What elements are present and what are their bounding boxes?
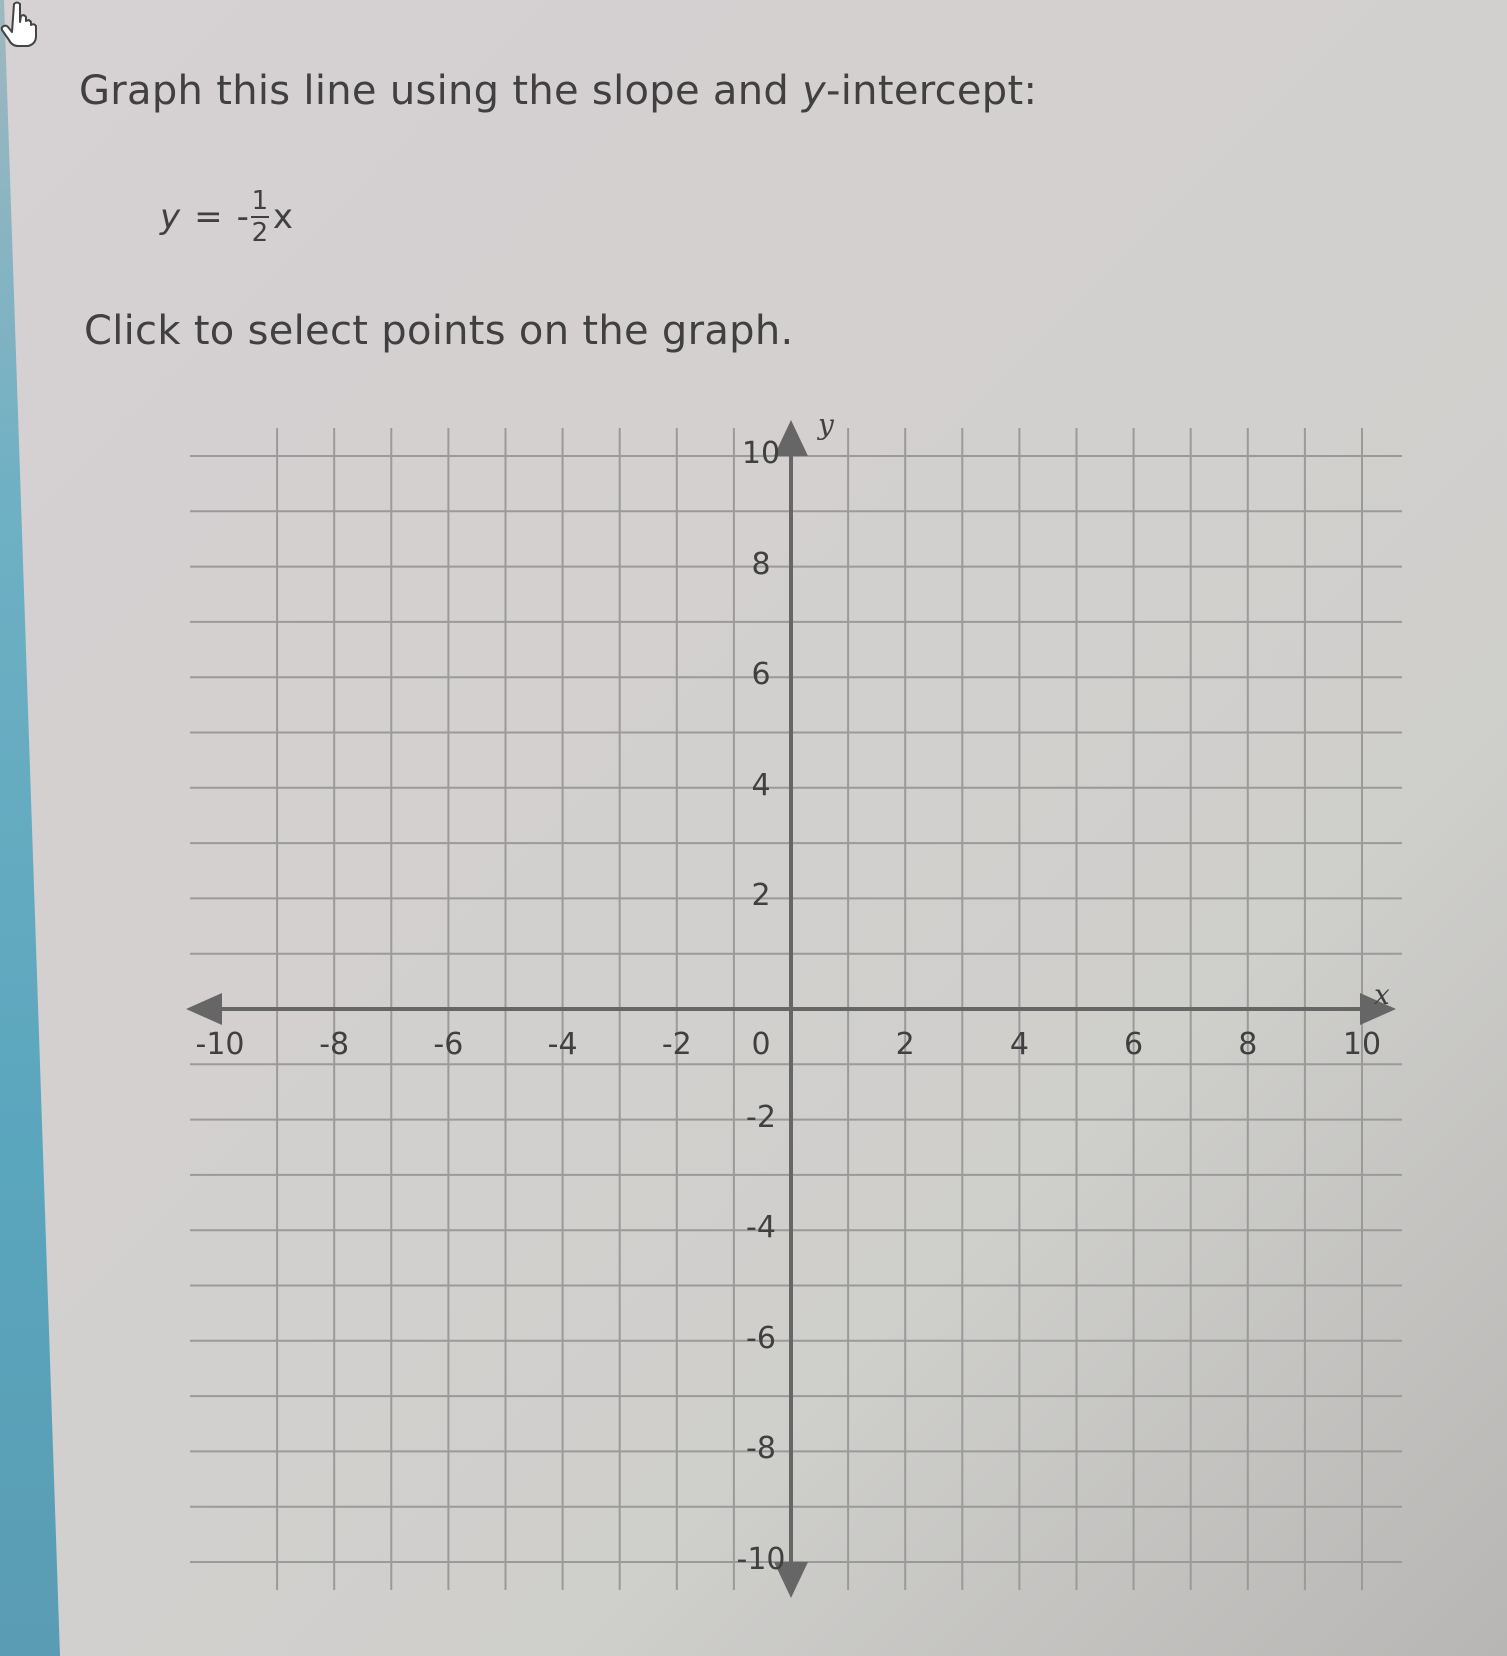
y-tick-label: -2	[746, 1099, 776, 1135]
instruction-text: Click to select points on the graph.	[84, 308, 794, 354]
equation-equals: =	[194, 197, 223, 237]
x-tick-label: -10	[195, 1027, 245, 1062]
x-tick-label: -6	[433, 1027, 464, 1062]
x-tick-label: -2	[661, 1027, 692, 1062]
x-tick-label: 8	[1238, 1027, 1258, 1062]
hand-pointer-icon	[0, 0, 44, 48]
y-tick-label: 2	[751, 878, 771, 914]
y-tick-label: 6	[751, 657, 771, 693]
x-tick-label: 0	[751, 1027, 771, 1062]
y-tick-label: 8	[751, 546, 771, 582]
x-tick-label: 10	[1342, 1027, 1382, 1062]
x-tick-label: 6	[1124, 1027, 1144, 1062]
y-tick-label: -10	[736, 1542, 786, 1577]
fraction-denominator: 2	[251, 218, 269, 248]
y-tick-label: -6	[746, 1320, 776, 1356]
y-tick-label: -8	[746, 1431, 776, 1467]
prompt-prefix: Graph this line using the slope and	[79, 68, 803, 114]
fraction-numerator: 1	[251, 186, 269, 216]
y-tick-label: 4	[751, 767, 771, 803]
prompt-variable: y	[802, 68, 827, 114]
x-tick-label: -4	[547, 1027, 578, 1062]
x-tick-label: -8	[319, 1027, 350, 1062]
x-axis-left-arrow-icon	[186, 993, 222, 1025]
x-tick-label: 4	[1009, 1027, 1029, 1062]
y-axis-label: y	[818, 408, 834, 441]
y-tick-label: 10	[741, 436, 781, 471]
y-tick-label: -4	[746, 1210, 776, 1246]
equation-variable: x	[272, 197, 294, 237]
equation-lhs: y	[160, 197, 181, 237]
x-axis-label: x	[1374, 978, 1390, 1011]
prompt-suffix: -intercept:	[826, 68, 1038, 114]
equation-sign: -	[236, 197, 249, 237]
x-tick-label: 2	[895, 1027, 915, 1062]
